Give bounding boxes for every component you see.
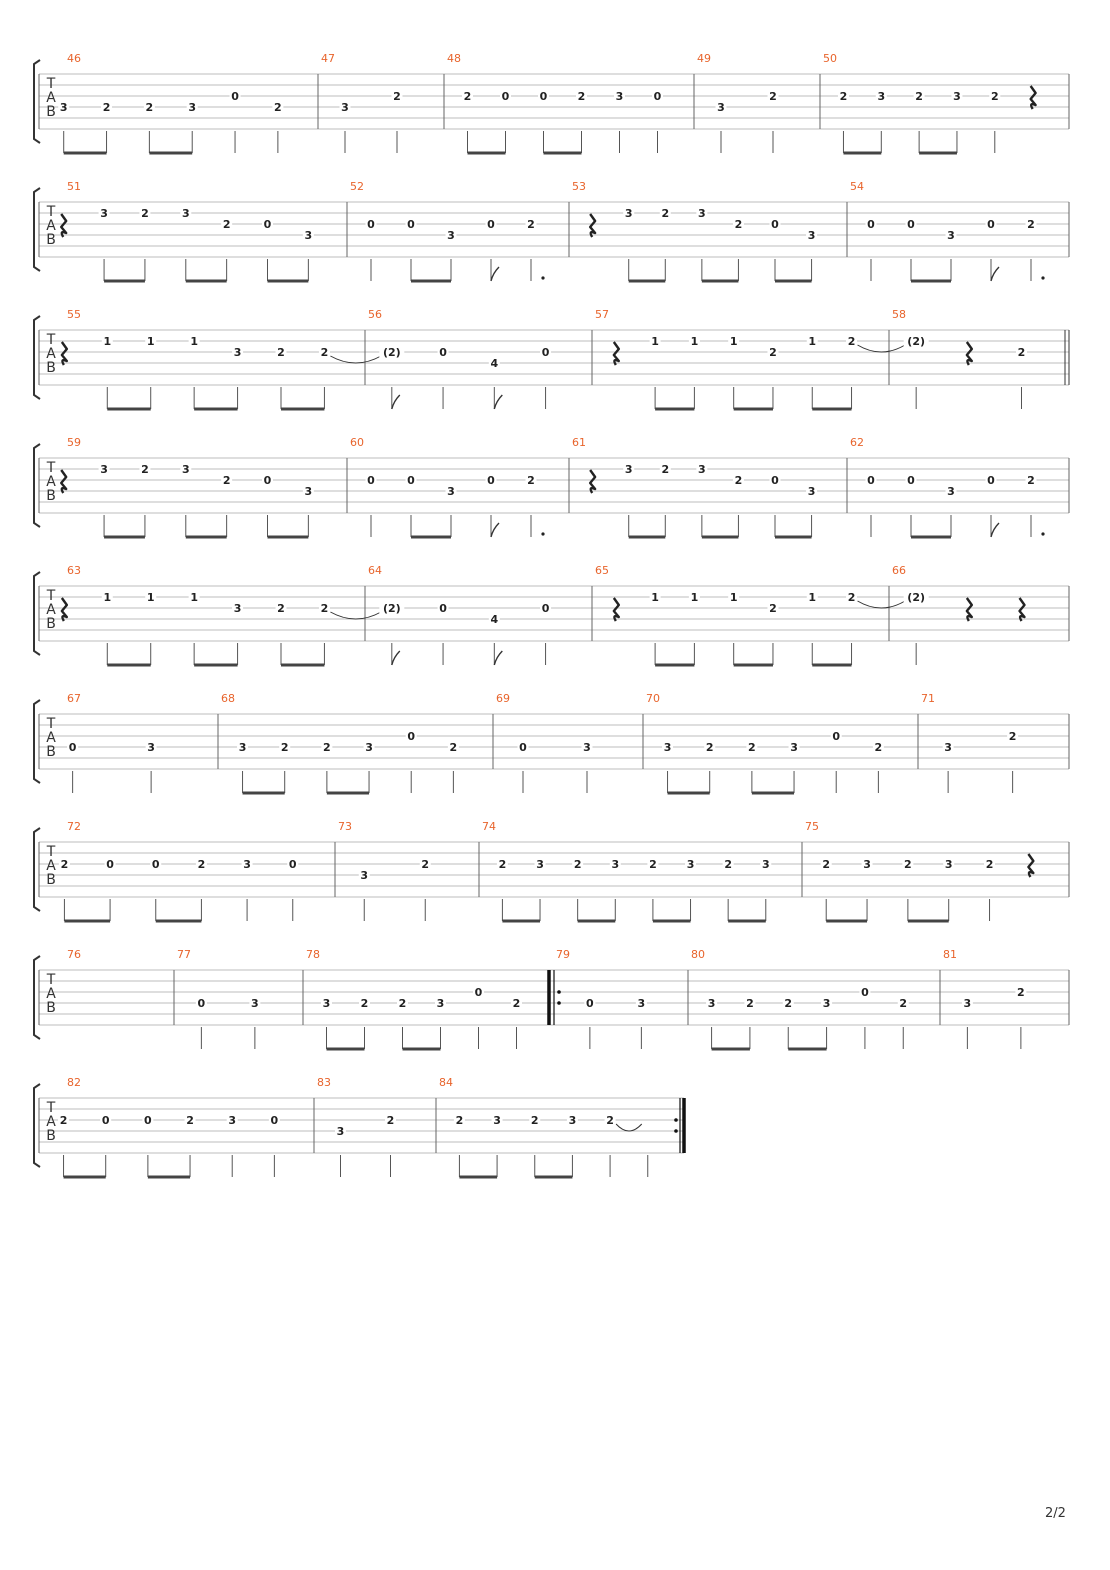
tab-clef-letter: B (46, 872, 56, 888)
measure-number: 82 (67, 1076, 81, 1089)
fret-number: 3 (228, 1114, 237, 1127)
tab-clef-letter: A (46, 90, 56, 106)
fret-number: 2 (661, 463, 670, 476)
fret-number: 3 (963, 997, 972, 1010)
tab-clef-letter: T (46, 588, 56, 604)
quarter-rest (967, 342, 972, 365)
fret-number: 2 (874, 741, 883, 754)
fret-number: 3 (624, 207, 633, 220)
fret-number: 3 (59, 101, 68, 114)
tab-clef-letter: T (46, 76, 56, 92)
fret-number: 0 (407, 474, 415, 487)
fret-number: 2 (577, 90, 586, 103)
fret-number: 2 (222, 218, 231, 231)
measure-number: 62 (850, 436, 864, 449)
tab-clef-letter: A (46, 218, 56, 234)
fret-number: 0 (653, 90, 662, 103)
measure-number: 55 (67, 308, 81, 321)
tie-arc (330, 612, 381, 619)
quarter-rest (1031, 86, 1036, 109)
fret-number: 0 (771, 474, 779, 487)
fret-number: 0 (541, 346, 550, 359)
measure-number: 76 (67, 948, 81, 961)
fret-number: 3 (698, 207, 706, 220)
fret-number: 0 (539, 90, 548, 103)
fret-number: 0 (541, 602, 550, 615)
fret-number: 3 (100, 463, 108, 476)
fret-number: 3 (447, 229, 455, 242)
measure-number: 58 (892, 308, 906, 321)
fret-number: 3 (637, 997, 646, 1010)
fret-number: 0 (867, 218, 875, 231)
quarter-rest (1028, 854, 1033, 877)
fret-number: 1 (103, 591, 112, 604)
fret-number: 2 (847, 335, 856, 348)
fret-number: 3 (447, 485, 455, 498)
measure-number: 74 (482, 820, 496, 833)
fret-number: 0 (907, 474, 915, 487)
fret-number: 3 (233, 346, 242, 359)
fret-number: (2) (907, 591, 926, 604)
fret-number: 2 (512, 997, 521, 1010)
fret-number: 0 (771, 218, 779, 231)
fret-number: 2 (60, 858, 69, 871)
fret-number: 2 (904, 858, 912, 871)
fret-number: 3 (251, 997, 259, 1010)
tie-arc (858, 345, 905, 352)
fret-number: 0 (987, 474, 995, 487)
fret-number: 3 (953, 90, 961, 103)
repeat-dot (557, 1001, 561, 1005)
measure-number: 78 (306, 948, 320, 961)
tab-system-9 (34, 1076, 684, 1177)
fret-number: 0 (367, 218, 375, 231)
eighth-flag (991, 267, 999, 281)
fret-number: 0 (861, 986, 869, 999)
measure-number: 64 (368, 564, 382, 577)
fret-number: 0 (487, 474, 495, 487)
duration-dot (1041, 276, 1044, 279)
tab-clef-letter: A (46, 1114, 56, 1130)
fret-number: 3 (568, 1114, 577, 1127)
tab-clef-letter: B (46, 232, 56, 248)
fret-number: 3 (877, 90, 886, 103)
fret-number: 3 (243, 858, 251, 871)
fret-number: 3 (761, 858, 770, 871)
fret-number: 0 (501, 90, 510, 103)
fret-number: 2 (915, 90, 923, 103)
measure-number: 57 (595, 308, 609, 321)
page-number: 2/2 (1045, 1506, 1066, 1521)
measure-number: 72 (67, 820, 81, 833)
repeat-dot (557, 990, 561, 994)
fret-number: 2 (573, 858, 582, 871)
fret-number: 0 (106, 858, 114, 871)
fret-number: 3 (147, 741, 155, 754)
fret-number: 2 (141, 207, 149, 220)
fret-number: 2 (990, 90, 999, 103)
tab-clef-letter: A (46, 346, 56, 362)
fret-number: 1 (146, 591, 155, 604)
fret-number: 2 (1017, 986, 1025, 999)
quarter-rest (967, 598, 972, 621)
fret-number: 0 (487, 218, 495, 231)
fret-number: 1 (729, 335, 738, 348)
fret-number: 1 (729, 591, 738, 604)
tab-clef-letter: T (46, 716, 56, 732)
measure-number: 54 (850, 180, 864, 193)
fret-number: (2) (382, 602, 401, 615)
tab-system-6 (34, 692, 1069, 793)
duration-dot (1041, 532, 1044, 535)
fret-number: 0 (407, 730, 416, 743)
fret-number: 2 (784, 997, 793, 1010)
tab-clef-letter: B (46, 360, 56, 376)
fret-number: 3 (100, 207, 108, 220)
tab-clef-letter: B (46, 1000, 56, 1016)
measure-number: 52 (350, 180, 364, 193)
tab-system-1 (34, 52, 1069, 153)
fret-number: 1 (651, 591, 659, 604)
tab-clef-letter: T (46, 332, 56, 348)
fret-number: 3 (686, 858, 695, 871)
fret-number: 0 (197, 997, 206, 1010)
tab-clef-letter: B (46, 744, 56, 760)
fret-number: (2) (907, 335, 926, 348)
fret-number: 3 (536, 858, 544, 871)
fret-number: 2 (1027, 218, 1035, 231)
fret-number: 2 (1027, 474, 1035, 487)
fret-number: 0 (144, 1114, 152, 1127)
fret-number: 3 (615, 90, 624, 103)
fret-number: 2 (386, 1114, 395, 1127)
tie-arc (330, 356, 381, 363)
fret-number: 0 (439, 602, 447, 615)
fret-number: 1 (808, 335, 817, 348)
fret-number: 2 (847, 591, 856, 604)
fret-number: 1 (190, 335, 198, 348)
measure-number: 56 (368, 308, 382, 321)
fret-number: 2 (59, 1114, 68, 1127)
quarter-rest (590, 470, 595, 493)
measure-number: 68 (221, 692, 235, 705)
tab-clef-letter: A (46, 986, 56, 1002)
fret-number: 2 (661, 207, 670, 220)
fret-number: 2 (277, 602, 285, 615)
tab-clef-letter: A (46, 602, 56, 618)
fret-number: 3 (336, 1125, 345, 1138)
fret-number: 2 (899, 997, 908, 1010)
measure-number: 71 (921, 692, 935, 705)
fret-number: 2 (141, 463, 149, 476)
fret-number: 4 (490, 613, 499, 626)
tab-clef-letter: A (46, 730, 56, 746)
fret-number: 2 (746, 997, 754, 1010)
fret-number: 3 (360, 869, 369, 882)
fret-number: 1 (651, 335, 659, 348)
measure-number: 67 (67, 692, 81, 705)
fret-number: 2 (527, 474, 535, 487)
measure-number: 79 (556, 948, 570, 961)
quarter-rest (1020, 598, 1025, 621)
fret-number: 0 (151, 858, 160, 871)
tab-system-8 (34, 948, 1069, 1049)
fret-number: 3 (322, 997, 331, 1010)
measure-number: 81 (943, 948, 957, 961)
fret-number: 3 (624, 463, 633, 476)
fret-number: 2 (449, 741, 458, 754)
fret-number: 2 (1008, 730, 1017, 743)
quarter-rest (62, 342, 67, 365)
fret-number: 2 (748, 741, 756, 754)
fret-number: 2 (274, 101, 282, 114)
fret-number: 3 (698, 463, 706, 476)
measure-number: 46 (67, 52, 81, 65)
measure-number: 61 (572, 436, 586, 449)
measure-number: 63 (67, 564, 81, 577)
tie-arc (616, 1124, 642, 1131)
tab-clef-letter: B (46, 104, 56, 120)
fret-number: 3 (944, 741, 952, 754)
fret-number: 3 (790, 741, 798, 754)
fret-number: 3 (304, 229, 313, 242)
measure-number: 53 (572, 180, 586, 193)
measure-number: 69 (496, 692, 510, 705)
measure-number: 84 (439, 1076, 453, 1089)
fret-number: 3 (611, 858, 620, 871)
fret-number: 1 (808, 591, 817, 604)
repeat-dot (674, 1129, 678, 1133)
measure-number: 73 (338, 820, 352, 833)
tab-clef-letter: T (46, 972, 56, 988)
fret-number: 0 (907, 218, 915, 231)
fret-number: 2 (769, 346, 777, 359)
fret-number: 1 (190, 591, 198, 604)
fret-number: 0 (263, 474, 272, 487)
tab-system-3 (34, 308, 1069, 409)
measure-number: 60 (350, 436, 364, 449)
fret-number: 3 (707, 997, 716, 1010)
fret-number: 3 (947, 485, 955, 498)
fret-number: 0 (867, 474, 875, 487)
measure-number: 80 (691, 948, 705, 961)
fret-number: 1 (146, 335, 155, 348)
tab-clef-letter: T (46, 1100, 56, 1116)
fret-number: 0 (439, 346, 447, 359)
fret-number: 3 (188, 101, 197, 114)
fret-number: 3 (663, 741, 672, 754)
fret-number: 2 (280, 741, 289, 754)
measure-number: 59 (67, 436, 81, 449)
fret-number: 2 (649, 858, 657, 871)
measure-number: 66 (892, 564, 906, 577)
fret-number: 0 (231, 90, 239, 103)
fret-number: 3 (807, 229, 816, 242)
quarter-rest (62, 598, 67, 621)
fret-number: 4 (490, 357, 499, 370)
fret-number: 1 (103, 335, 112, 348)
duration-dot (541, 532, 544, 535)
fret-number: 2 (393, 90, 401, 103)
tab-system-2 (34, 180, 1069, 281)
fret-number: 0 (474, 986, 483, 999)
fret-number: 3 (181, 207, 190, 220)
measure-number: 65 (595, 564, 609, 577)
fret-number: 2 (839, 90, 848, 103)
measure-number: 48 (447, 52, 461, 65)
tie-arc (858, 601, 905, 608)
fret-number: 2 (277, 346, 285, 359)
eighth-flag (494, 651, 502, 665)
quarter-rest (590, 214, 595, 237)
fret-number: 0 (407, 218, 415, 231)
tab-clef-letter: B (46, 616, 56, 632)
eighth-flag (491, 523, 499, 537)
fret-number: 0 (270, 1114, 279, 1127)
tab-clef-letter: T (46, 844, 56, 860)
measure-number: 50 (823, 52, 837, 65)
fret-number: 2 (398, 997, 407, 1010)
fret-number: 0 (263, 218, 272, 231)
fret-number: 2 (320, 602, 329, 615)
tab-system-4 (34, 436, 1069, 537)
fret-number: 3 (822, 997, 831, 1010)
eighth-flag (991, 523, 999, 537)
fret-number: 2 (186, 1114, 194, 1127)
fret-number: 3 (304, 485, 313, 498)
fret-number: 3 (717, 101, 725, 114)
fret-number: 3 (807, 485, 816, 498)
fret-number: 2 (360, 997, 369, 1010)
measure-number: 47 (321, 52, 335, 65)
fret-number: 3 (341, 101, 349, 114)
fret-number: 2 (705, 741, 714, 754)
measure-number: 51 (67, 180, 81, 193)
eighth-flag (494, 395, 502, 409)
fret-number: 2 (822, 858, 831, 871)
fret-number: 0 (367, 474, 375, 487)
measure-number: 77 (177, 948, 191, 961)
fret-number: 2 (1017, 346, 1026, 359)
tab-system-5 (34, 564, 1069, 665)
fret-number: 2 (323, 741, 331, 754)
fret-number: 2 (421, 858, 430, 871)
fret-number: 3 (365, 741, 373, 754)
fret-number: 3 (947, 229, 955, 242)
fret-number: 2 (498, 858, 507, 871)
fret-number: 0 (101, 1114, 110, 1127)
fret-number: 2 (197, 858, 206, 871)
fret-number: 0 (586, 997, 594, 1010)
repeat-dot (674, 1118, 678, 1122)
fret-number: 1 (690, 335, 699, 348)
fret-number: 1 (690, 591, 699, 604)
fret-number: 2 (985, 858, 994, 871)
fret-number: 3 (233, 602, 242, 615)
fret-number: 2 (530, 1114, 539, 1127)
measure-number: 75 (805, 820, 819, 833)
fret-number: 2 (724, 858, 732, 871)
fret-number: 0 (519, 741, 527, 754)
eighth-flag (491, 267, 499, 281)
fret-number: 2 (527, 218, 535, 231)
fret-number: 0 (288, 858, 297, 871)
eighth-flag (392, 395, 400, 409)
duration-dot (541, 276, 544, 279)
tab-clef-letter: B (46, 488, 56, 504)
fret-number: 2 (455, 1114, 464, 1127)
fret-number: 2 (769, 602, 777, 615)
fret-number: 2 (222, 474, 231, 487)
fret-number: 2 (463, 90, 472, 103)
measure-number: 83 (317, 1076, 331, 1089)
fret-number: 3 (493, 1114, 501, 1127)
fret-number: 3 (238, 741, 247, 754)
quarter-rest (61, 470, 66, 493)
fret-number: 2 (320, 346, 329, 359)
fret-number: 3 (436, 997, 445, 1010)
fret-number: 2 (102, 101, 111, 114)
fret-number: 3 (944, 858, 953, 871)
fret-number: 2 (734, 474, 743, 487)
fret-number: 0 (832, 730, 841, 743)
fret-number: 2 (769, 90, 777, 103)
measure-number: 49 (697, 52, 711, 65)
tab-clef-letter: T (46, 204, 56, 220)
fret-number: 2 (734, 218, 743, 231)
quarter-rest (614, 598, 619, 621)
fret-number: (2) (382, 346, 401, 359)
fret-number: 2 (606, 1114, 614, 1127)
tab-clef-letter: A (46, 858, 56, 874)
tab-clef-letter: B (46, 1128, 56, 1144)
fret-number: 3 (181, 463, 190, 476)
fret-number: 2 (145, 101, 154, 114)
quarter-rest (614, 342, 619, 365)
measure-number: 70 (646, 692, 660, 705)
quarter-rest (61, 214, 66, 237)
tab-clef-letter: A (46, 474, 56, 490)
fret-number: 0 (68, 741, 77, 754)
fret-number: 3 (583, 741, 591, 754)
tab-system-7 (34, 820, 1069, 921)
eighth-flag (392, 651, 400, 665)
fret-number: 3 (863, 858, 871, 871)
tab-clef-letter: T (46, 460, 56, 476)
fret-number: 0 (987, 218, 995, 231)
